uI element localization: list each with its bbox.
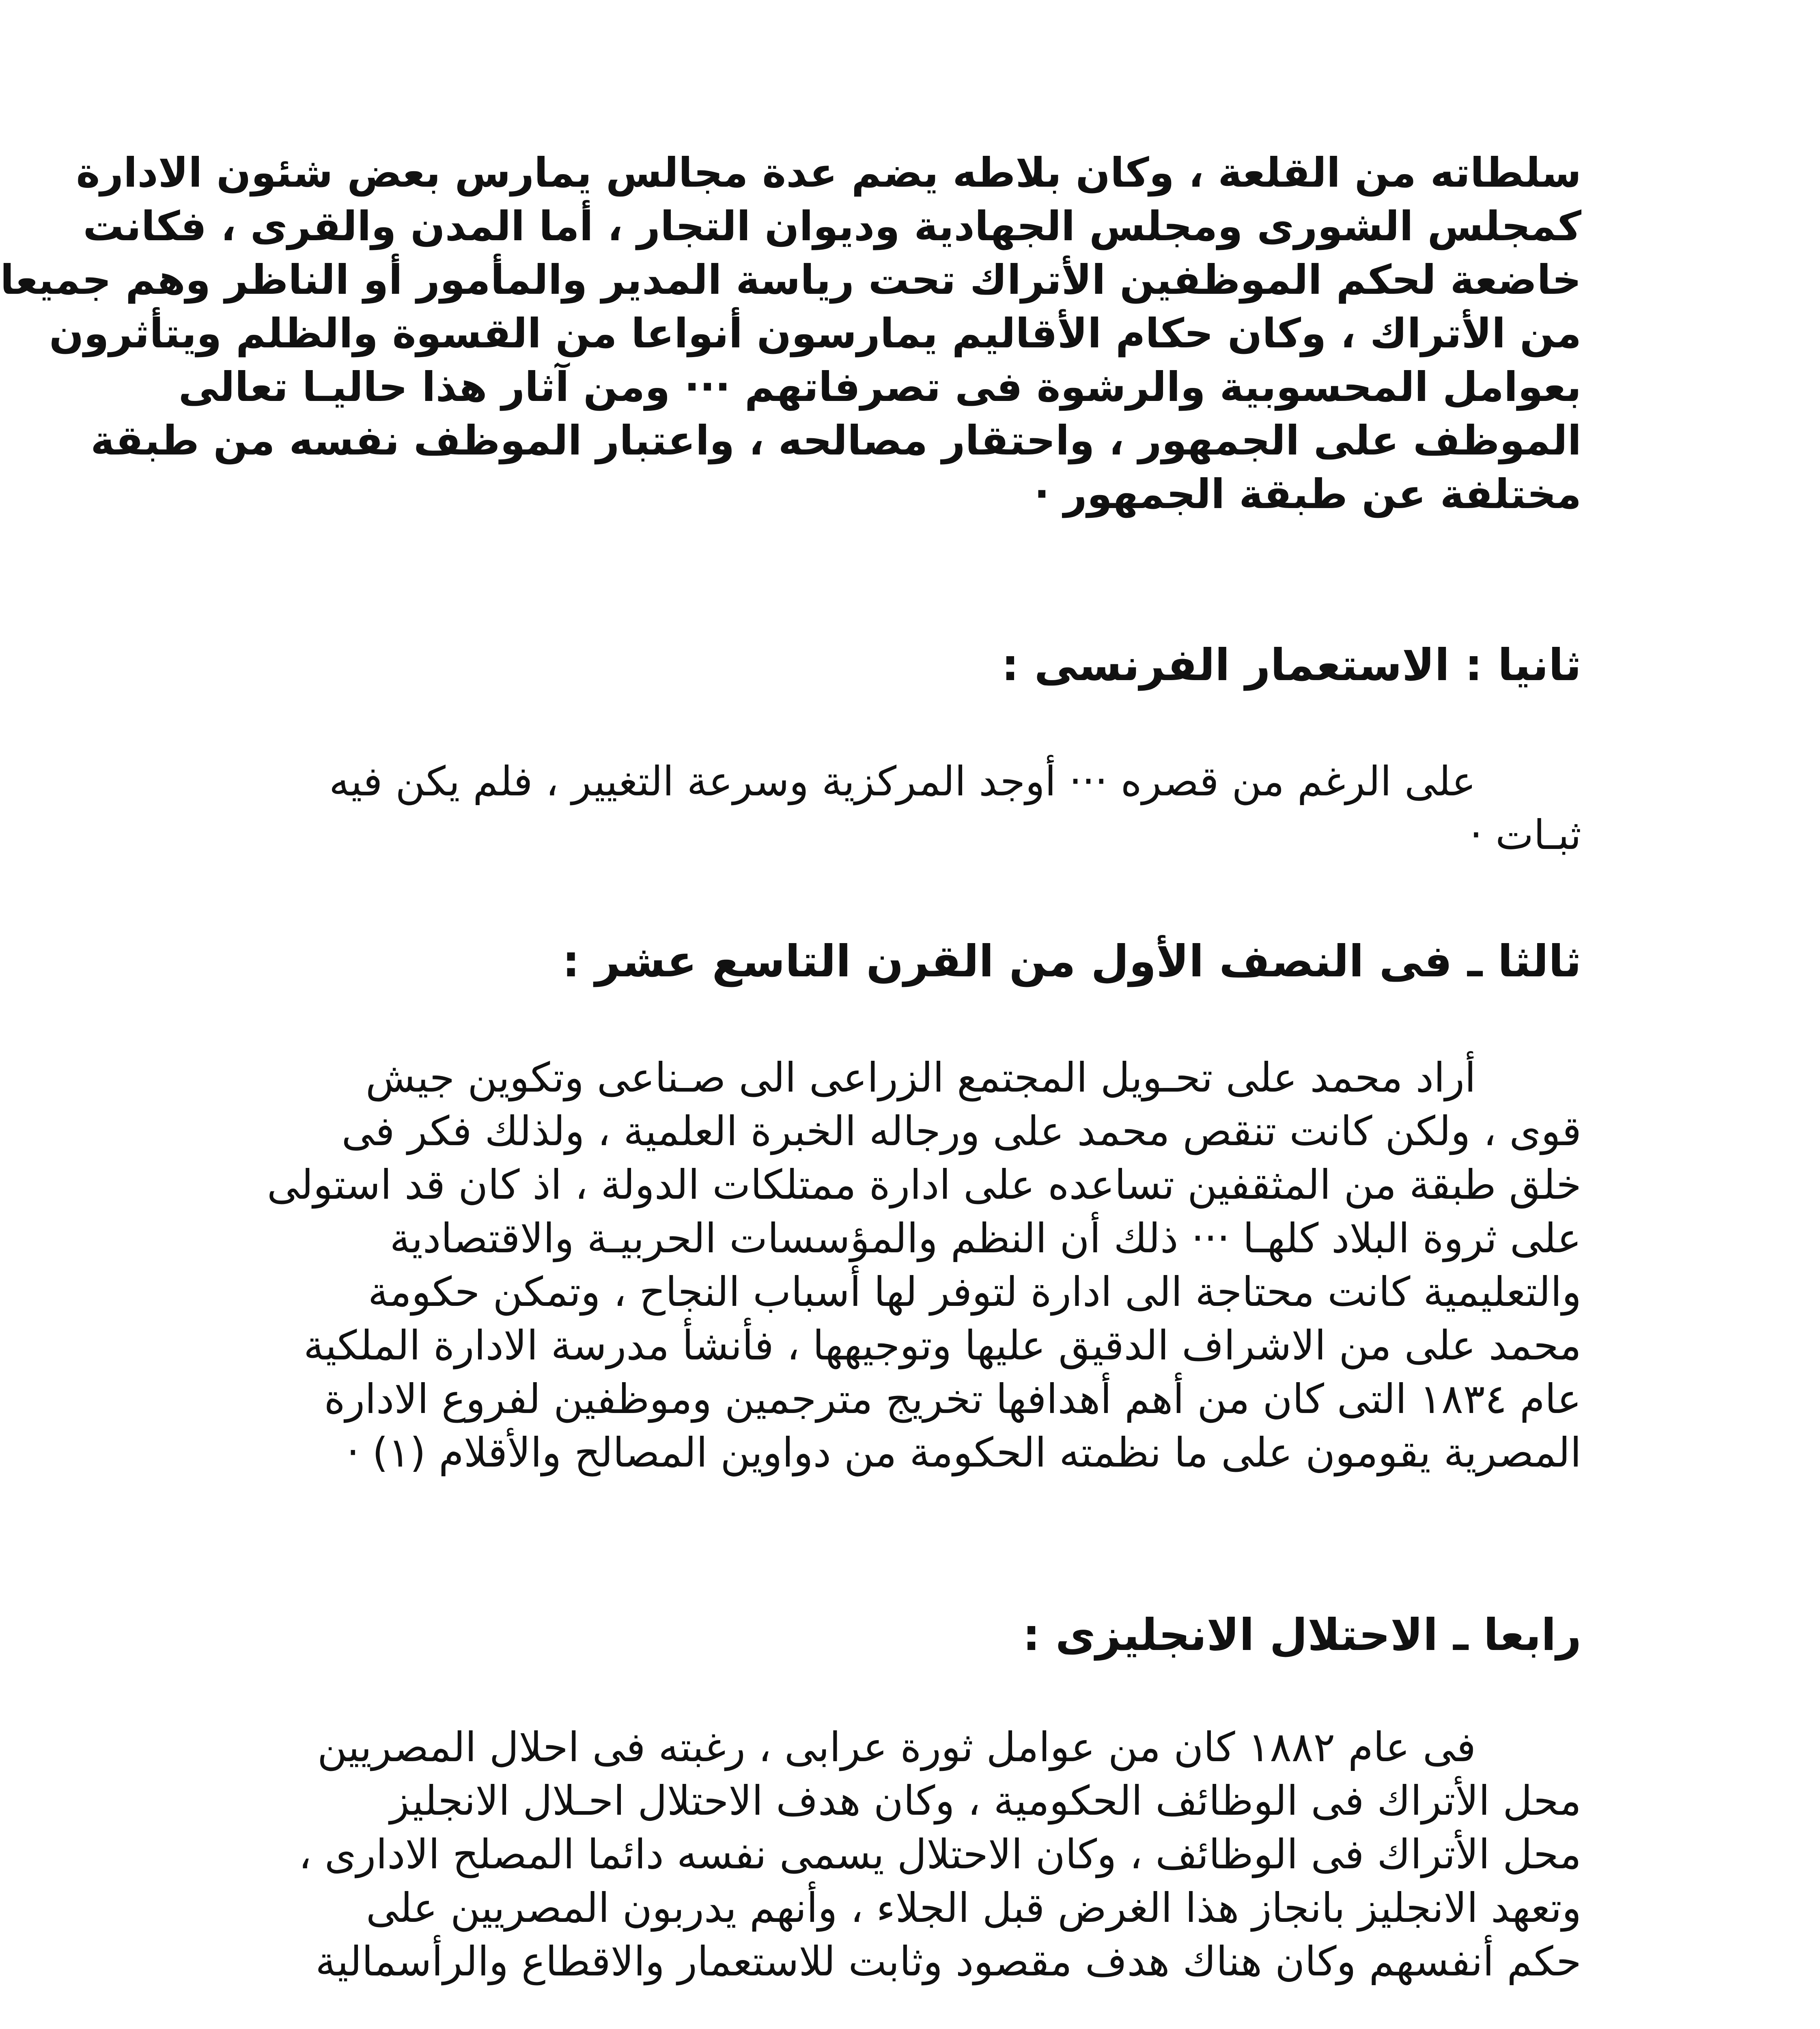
paragraph-line: الموظف على الجمهور ، واحتقار مصالحه ، واعتبار الموظف نفسه من طبقة	[90, 417, 1581, 464]
paragraph-line: حكم أنفسهم وكان هناك هدف مقصود وثابت للاستعمار والاقطاع والرأسمالية	[315, 1938, 1581, 1985]
section-3-paragraph	[267, 1051, 1581, 1480]
section-2-paragraph	[315, 755, 1581, 862]
section-heading-french-colonialism: ثانيا : الاستعمار الفرنسى :	[1001, 640, 1581, 691]
paragraph-line: أراد محمد على تحـويل المجتمع الزراعى الى صـناعى وتكوين جيش	[365, 1054, 1476, 1101]
paragraph-line: على ثروة البلاد كلهـا ··· ذلك أن النظم والمؤسسات الحربيـة والاقتصادية	[390, 1215, 1581, 1262]
paragraph-line: خلق طبقة من المثقفين تساعده على ادارة ممتلكات الدولة ، اذ كان قد استولى	[267, 1161, 1581, 1208]
paragraph-line: وتعهد الانجليز بانجاز هذا الغرض قبل الجلاء ، وأنهم يدربون المصريين على	[366, 1884, 1581, 1932]
paragraph-line: على الرغم من قصره ··· أوجد المركزية وسرعة التغيير ، فلم يكن فيه	[329, 758, 1476, 805]
paragraph-line: بعوامل المحسوبية والرشوة فى تصرفاتهم ··· ومن آثار هذا حاليـا تعالى	[178, 363, 1581, 411]
section-heading-19th-century: ثالثا ـ فى النصف الأول من القرن التاسع عشر :	[562, 936, 1581, 987]
paragraph-line: المصرية يقومون على ما نظمته الحكومة من دواوين المصالح والأقلام (١) ·	[346, 1429, 1581, 1476]
paragraph-line: ثبـات ·	[1469, 811, 1581, 859]
paragraph-line: عام ١٨٣٤ التى كان من أهم أهدافها تخريج مترجمين وموظفين لفروع الادارة	[324, 1375, 1581, 1423]
paragraph-line: والتعليمية كانت محتاجة الى ادارة لتوفر لها أسباب النجاح ، وتمكن حكومة	[368, 1268, 1581, 1316]
section-4-paragraph	[298, 1721, 1581, 1988]
paragraph-line: مختلفة عن طبقة الجمهور ·	[1034, 470, 1581, 518]
paragraph-line: محمد على من الاشراف الدقيق عليها وتوجيهها ، فأنشأ مدرسة الادارة الملكية	[304, 1322, 1581, 1369]
paragraph-line: كمجلس الشورى ومجلس الجهادية وديوان التجار ، أما المدن والقرى ، فكانت	[83, 202, 1581, 250]
paragraph-line: من الأتراك ، وكان حكام الأقاليم يمارسون أنواعا من القسوة والظلم ويتأثرون	[49, 310, 1581, 357]
section-heading-british-occupation: رابعا ـ الاحتلال الانجليزى :	[1023, 1610, 1581, 1661]
paragraph-line: محل الأتراك فى الوظائف الحكومية ، وكان هدف الاحتلال احـلال الانجليز	[390, 1777, 1581, 1824]
paragraph-line: فى عام ١٨٨٢ كان من عوامل ثورة عرابى ، رغبته فى احلال المصريين	[317, 1723, 1476, 1771]
paragraph-line: خاضعة لحكم الموظفين الأتراك تحت رياسة المدير والمأمور أو الناظر وهم جميعا	[0, 256, 1581, 304]
paragraph-line: سلطاته من القلعة ، وكان بلاطه يضم عدة مجالس يمارس بعض شئون الادارة	[76, 149, 1581, 196]
paragraph-line: قوى ، ولكن كانت تنقص محمد على ورجاله الخبرة العلمية ، ولذلك فكر فى	[341, 1107, 1581, 1155]
paragraph-line: محل الأتراك فى الوظائف ، وكان الاحتلال يسمى نفسه دائما المصلح الادارى ،	[298, 1831, 1581, 1878]
intro-paragraph	[0, 146, 1581, 521]
